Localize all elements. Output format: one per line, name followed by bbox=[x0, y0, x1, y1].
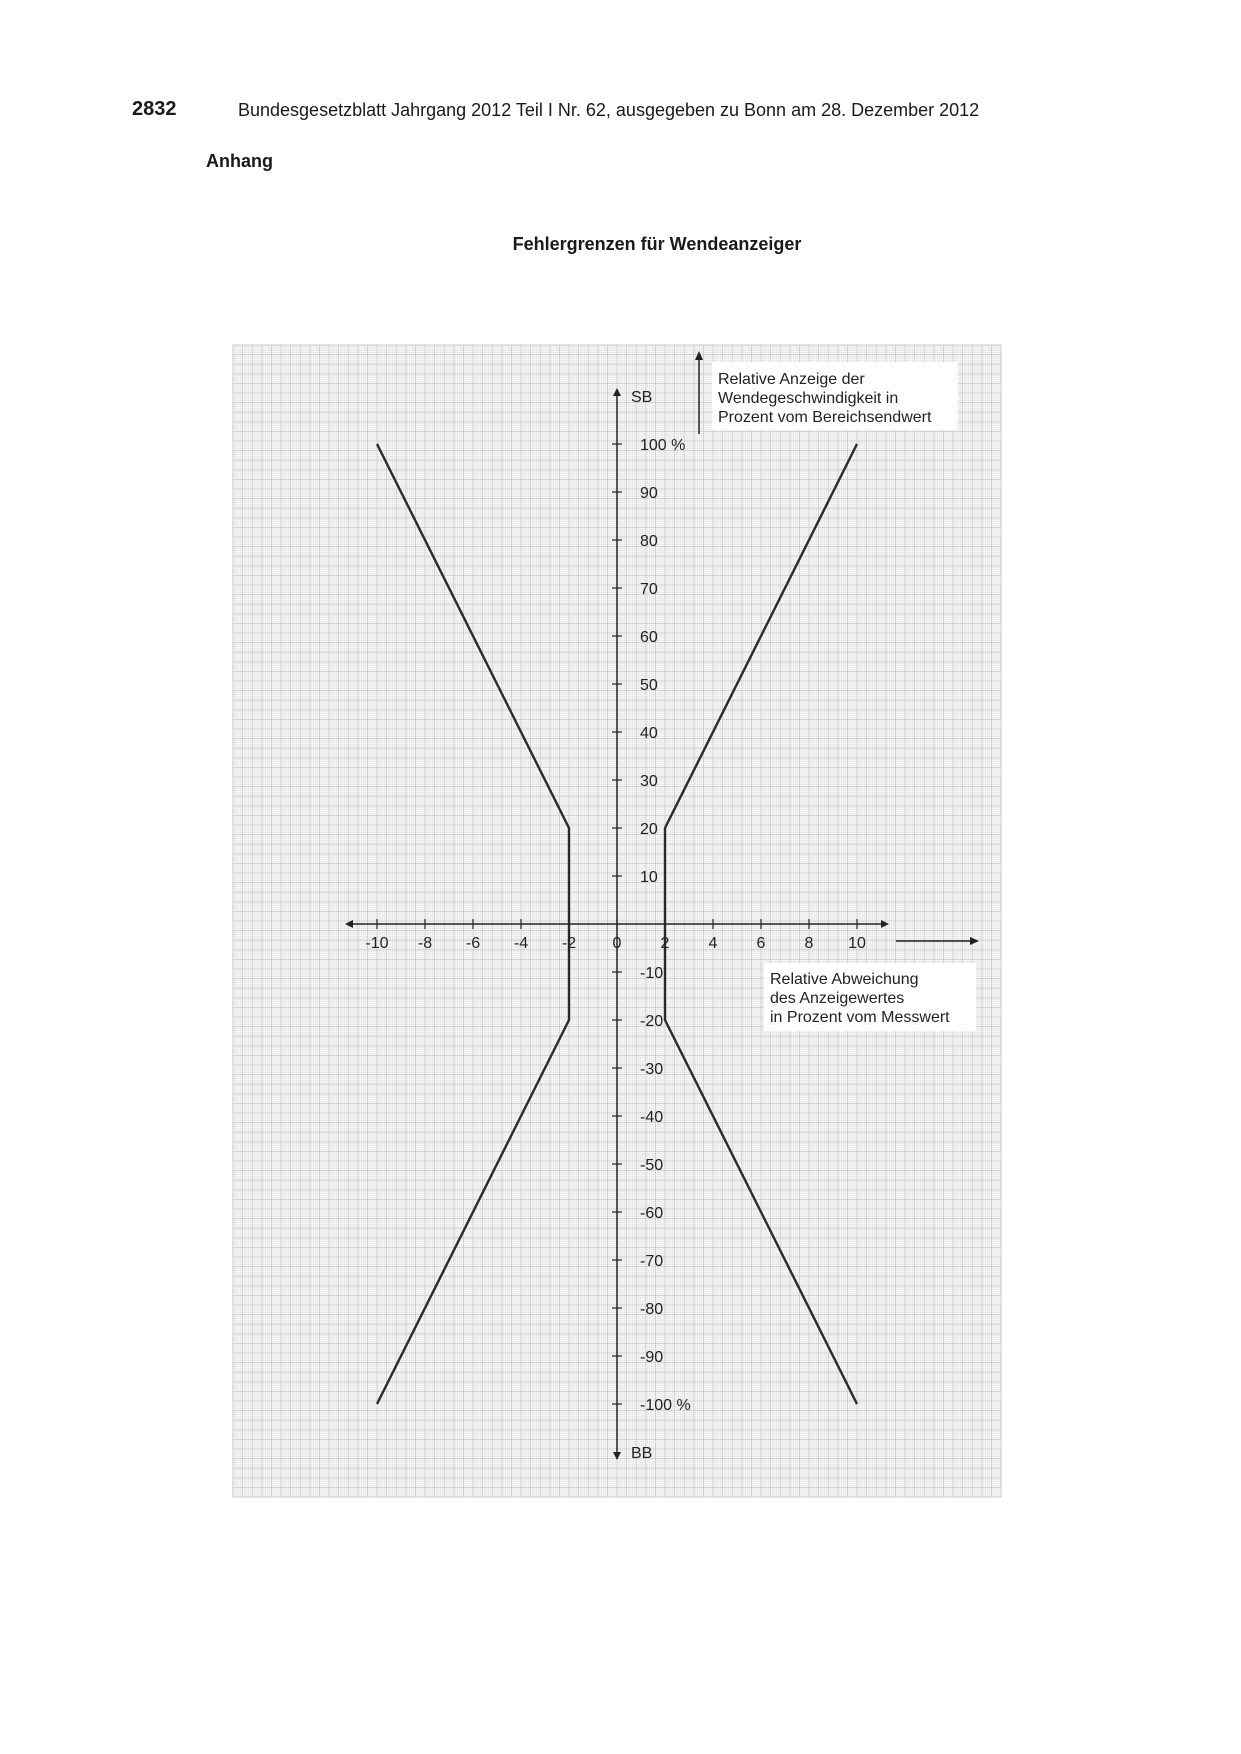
y-tick-label: 20 bbox=[640, 821, 658, 838]
y-tick-label: -90 bbox=[640, 1349, 664, 1366]
x-tick-label: 2 bbox=[660, 935, 670, 952]
running-head: Bundesgesetzblatt Jahrgang 2012 Teil I Nr. 62, ausgegeben zu Bonn am 28. Dezember 2012 bbox=[238, 100, 980, 120]
y-tick-label: 10 bbox=[640, 869, 658, 886]
y-tick-label: 60 bbox=[640, 629, 658, 646]
y-tick-label: -70 bbox=[640, 1253, 664, 1270]
y-tick-label: 80 bbox=[640, 533, 658, 550]
y-tick-label: -40 bbox=[640, 1109, 664, 1126]
y-axis-title-line: Wendegeschwindigkeit in bbox=[718, 390, 899, 407]
y-tick-label: -60 bbox=[640, 1205, 664, 1222]
x-tick-label: -6 bbox=[465, 935, 481, 952]
x-tick-label: 6 bbox=[756, 935, 766, 952]
page-number: 2832 bbox=[132, 98, 177, 120]
x-tick-label: -2 bbox=[561, 935, 577, 952]
figure-title: Fehlergrenzen für Wendeanzeiger bbox=[512, 234, 802, 254]
x-tick-label: -10 bbox=[365, 935, 389, 952]
x-axis-title-line: Relative Abweichung bbox=[770, 971, 919, 988]
y-tick-label: 90 bbox=[640, 485, 658, 502]
y-tick-label: 50 bbox=[640, 677, 658, 694]
y-axis-top-label: SB bbox=[631, 389, 653, 406]
y-axis-title-line: Prozent vom Bereichsendwert bbox=[718, 409, 932, 426]
y-tick-label: -10 bbox=[640, 965, 664, 982]
x-axis-title-line: des Anzeigewertes bbox=[770, 990, 905, 1007]
y-tick-label: -80 bbox=[640, 1301, 664, 1318]
y-tick-label: -50 bbox=[640, 1157, 664, 1174]
y-tick-label: 30 bbox=[640, 773, 658, 790]
x-tick-label: 10 bbox=[848, 935, 866, 952]
y-axis-bottom-label: BB bbox=[631, 1445, 653, 1462]
y-tick-label: 100 % bbox=[640, 437, 686, 454]
y-tick-label: -100 % bbox=[640, 1397, 691, 1414]
x-axis-title-line: in Prozent vom Messwert bbox=[770, 1009, 950, 1026]
y-tick-label: -30 bbox=[640, 1061, 664, 1078]
x-tick-label: 8 bbox=[804, 935, 814, 952]
x-tick-label: -4 bbox=[513, 935, 529, 952]
x-tick-label: 4 bbox=[708, 935, 718, 952]
x-tick-label: -8 bbox=[417, 935, 433, 952]
y-tick-label: 70 bbox=[640, 581, 658, 598]
y-axis-title-line: Relative Anzeige der bbox=[718, 371, 865, 388]
section-title: Anhang bbox=[206, 151, 273, 171]
y-tick-label: 40 bbox=[640, 725, 658, 742]
x-tick-label: 0 bbox=[612, 935, 622, 952]
y-tick-label: -20 bbox=[640, 1013, 664, 1030]
